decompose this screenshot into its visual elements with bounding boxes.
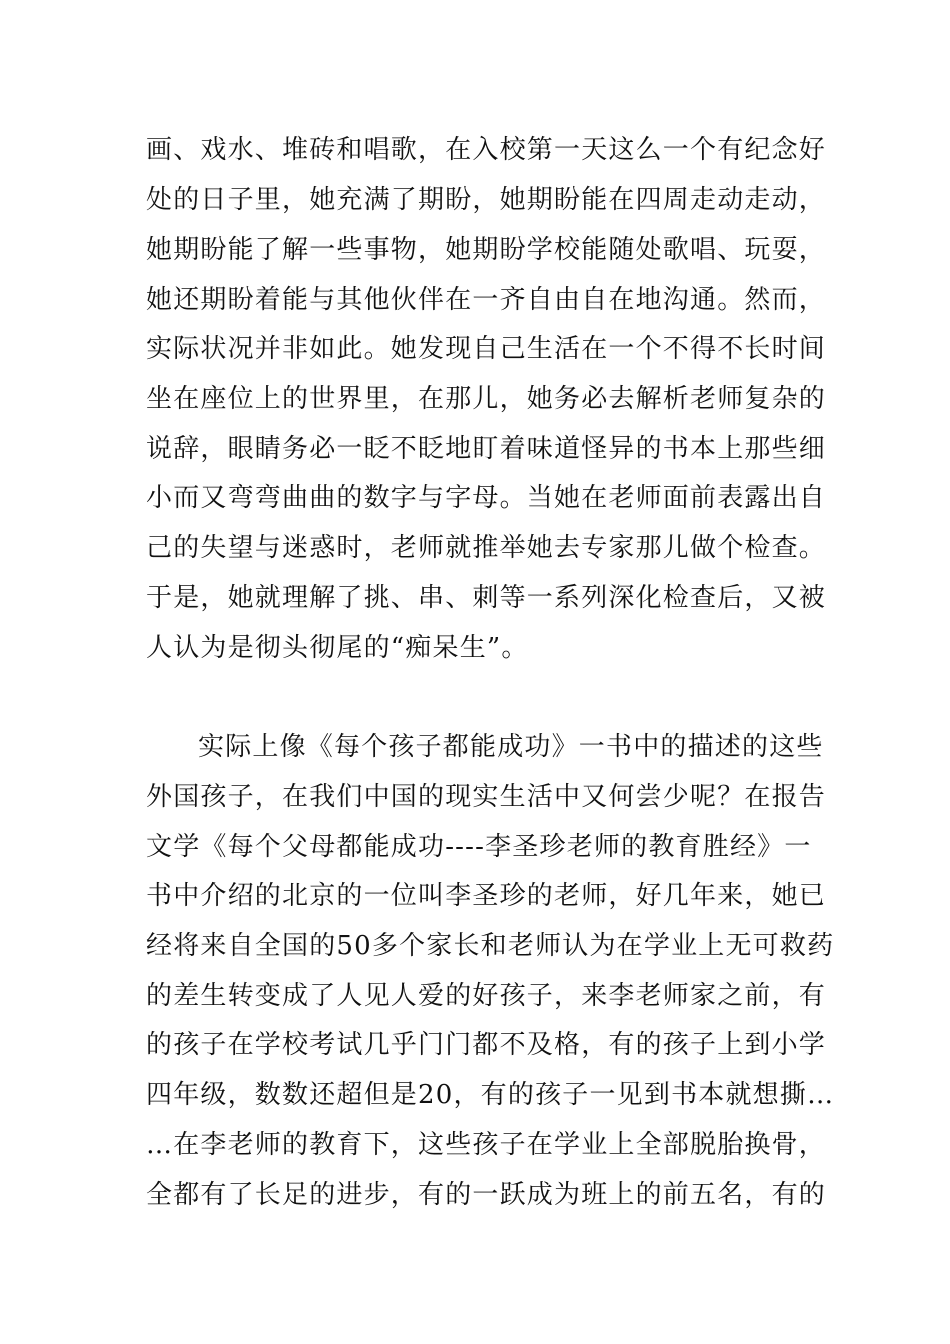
- paragraph-2-line-6: 的差生转变成了人见人爱的好孩子，来李老师家之前，有: [146, 981, 827, 1011]
- paragraph-1-line-10: 于是，她就理解了挑、串、刺等一系列深化检查后，又被: [146, 583, 827, 613]
- paragraph-2-line-10: 全都有了长足的进步，有的一跃成为班上的前五名，有的: [146, 1180, 827, 1210]
- paragraph-1-line-8: 小而又弯弯曲曲的数字与字母。当她在老师面前表露出自: [146, 483, 827, 513]
- paragraph-1-line-6: 坐在座位上的世界里，在那儿，她务必去解析老师复杂的: [146, 384, 827, 414]
- paragraph-2-line-5: 经将来自全国的50多个家长和老师认为在学业上无可救药: [146, 931, 835, 961]
- paragraph-1-line-1: 画、戏水、堆砖和唱歌，在入校第一天这么一个有纪念好: [146, 135, 827, 165]
- paragraph-2-line-4: 书中介绍的北京的一位叫李圣珍的老师，好几年来，她已: [146, 881, 827, 911]
- paragraph-1-line-9: 己的失望与迷惑时，老师就推举她去专家那儿做个检查。: [146, 533, 827, 563]
- paragraph-1-line-3: 她期盼能了解一些事物，她期盼学校能随处歌唱、玩耍，: [146, 235, 827, 265]
- paragraph-2-line-8: 四年级，数数还超但是20，有的孩子一见到书本就想撕…: [146, 1080, 835, 1110]
- paragraph-1-line-5: 实际状况并非如此。她发现自己生活在一个不得不长时间: [146, 334, 827, 364]
- paragraph-1-line-7: 说辞，眼睛务必一眨不眨地盯着味道怪异的书本上那些细: [146, 434, 827, 464]
- paragraph-1-line-11: 人认为是彻头彻尾的“痴呆生”。: [146, 633, 529, 663]
- paragraph-1-line-2: 处的日子里，她充满了期盼，她期盼能在四周走动走动，: [146, 185, 827, 215]
- paragraph-2-line-1: 实际上像《每个孩子都能成功》一书中的描述的这些: [198, 732, 824, 762]
- paragraph-1-line-4: 她还期盼着能与其他伙伴在一齐自由自在地沟通。然而，: [146, 285, 827, 315]
- paragraph-2-line-2: 外国孩子，在我们中国的现实生活中又何尝少呢？在报告: [146, 782, 827, 812]
- paragraph-2-line-3: 文学《每个父母都能成功----李圣珍老师的教育胜经》一: [146, 832, 812, 862]
- paragraph-2-line-7: 的孩子在学校考试几乎门门都不及格，有的孩子上到小学: [146, 1030, 827, 1060]
- paragraph-2-line-9: …在李老师的教育下，这些孩子在学业上全部脱胎换骨，: [146, 1130, 827, 1160]
